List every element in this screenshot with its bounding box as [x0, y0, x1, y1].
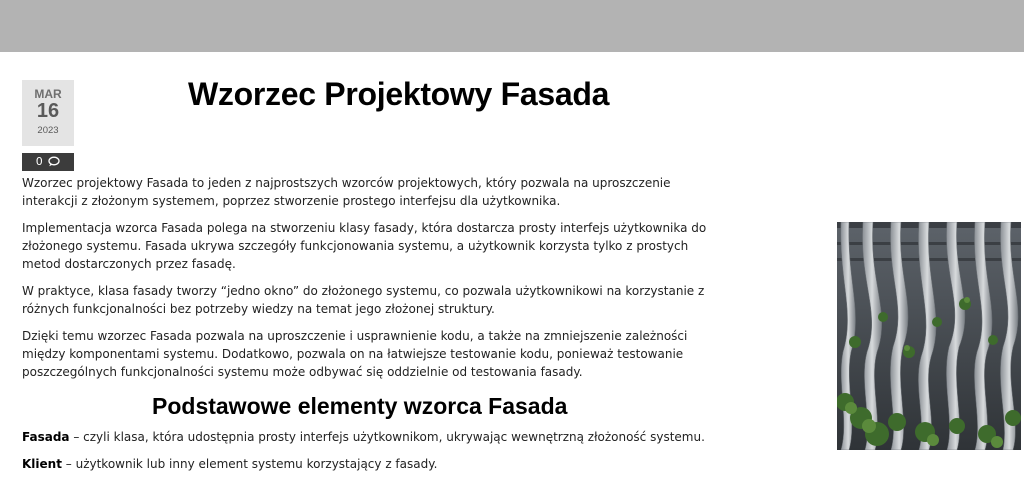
date-year: 2023: [37, 125, 59, 136]
date-badge: [22, 80, 74, 146]
comment-bubble-icon: [48, 156, 60, 167]
article-paragraph: Dzięki temu wzorzec Fasada pozwala na uproszczenie i usprawnienie kodu, a także na zmniejszenie zależności między komponentami systemu. Dodatkowo, pozwala on na łatwiejsze testowanie kodu, ponieważ testowanie poszczególnych funkcjonalności systemu może odbywać się oddzielnie od testowania fasady.: [22, 329, 688, 379]
article-paragraph: W praktyce, klasa fasady tworzy “jedno okno” do złożonego systemu, co pozwala użytkownikowi na korzystanie z różnych funkcjonalności bez potrzeby wiedzy na temat jego złożonej struktury.: [22, 284, 705, 316]
element-term: Klient: [22, 457, 62, 471]
page-title: Wzorzec Projektowy Fasada: [188, 76, 610, 112]
comments-link[interactable]: [22, 153, 74, 171]
building-facade-photo-icon: [837, 222, 1021, 450]
article-content: [22, 174, 722, 482]
element-description: – użytkownik lub inny element systemu korzystający z fasady.: [61, 457, 438, 471]
comments-count: 0: [35, 155, 43, 168]
element-term: Fasada: [22, 430, 70, 444]
list-item: [22, 455, 722, 473]
date-month: MAR: [34, 87, 62, 101]
top-bar: [0, 0, 1024, 52]
list-item: [22, 428, 722, 446]
article-paragraph: Wzorzec projektowy Fasada to jeden z najprostszych wzorców projektowych, który pozwala na uproszczenie interakcji z złożonym systemem, poprzez stworzenie prostego interfejsu dla użytkownika.: [22, 176, 671, 208]
date-day: 16: [36, 100, 60, 122]
element-description: – czyli klasa, która udostępnia prosty interfejs użytkownikom, ukrywając wewnętrzną złożoność systemu.: [69, 430, 705, 444]
article-paragraph: Implementacja wzorca Fasada polega na stworzeniu klasy fasady, która dostarcza prosty interfejs użytkownika do złożonego systemu. Fasada ukrywa szczegóły funkcjonowania systemu, a użytkownik korzysta tylko z prostych metod dostarczonych przez fasadę.: [22, 221, 707, 271]
section-heading: Podstawowe elementy wzorca Fasada: [152, 393, 568, 419]
building-facade-photo: [837, 222, 1021, 450]
